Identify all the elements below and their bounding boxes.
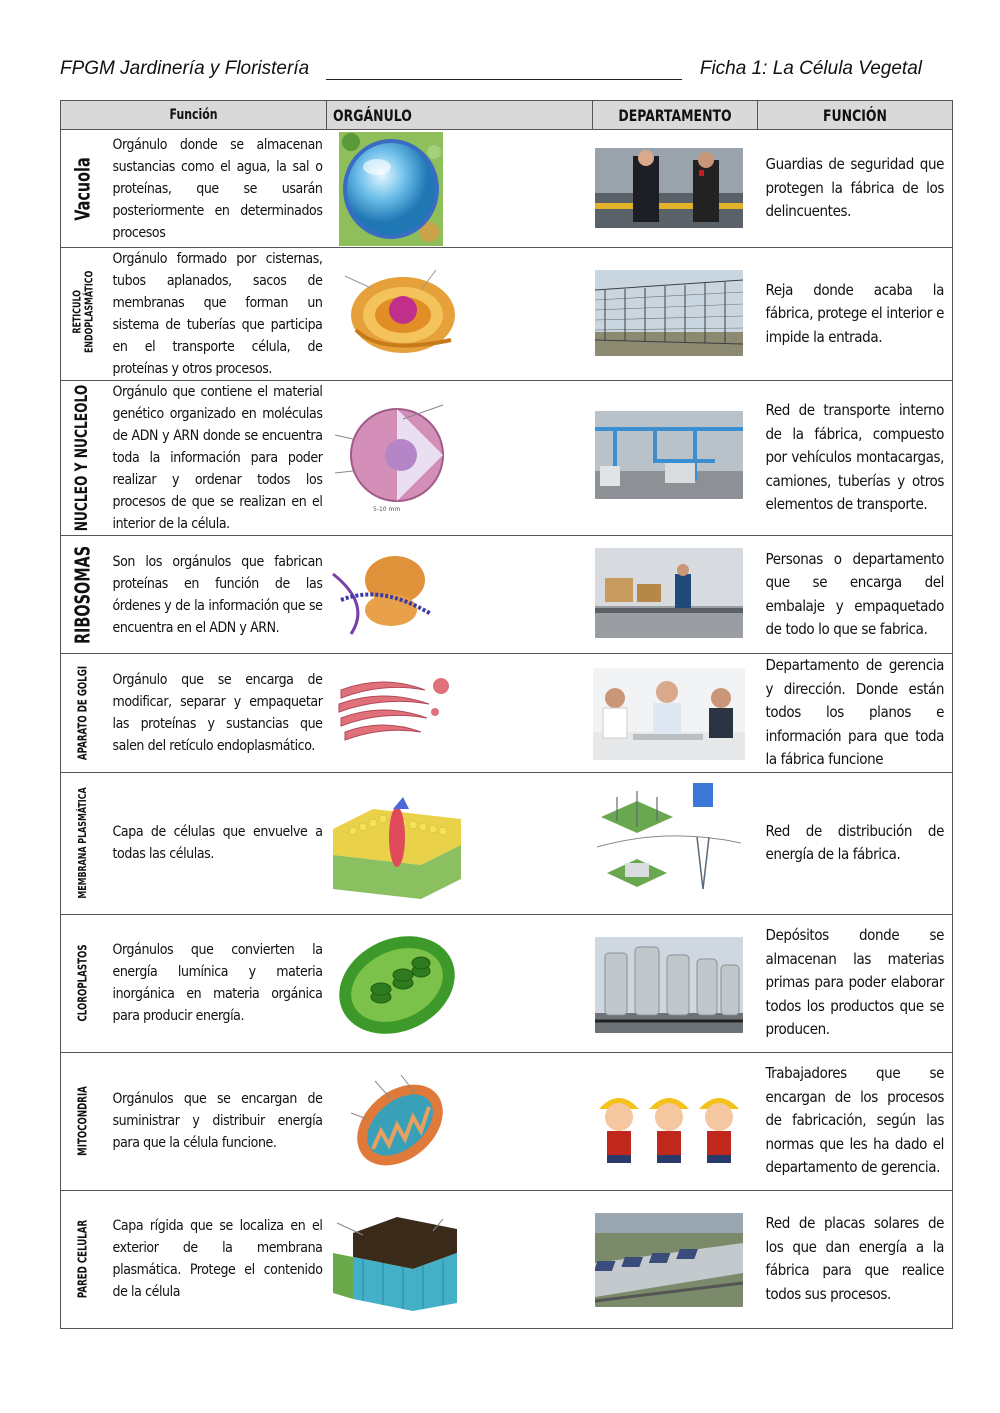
plasma-membrane-illustration xyxy=(333,789,461,899)
nucleus-illustration xyxy=(333,399,461,515)
chloroplast-illustration xyxy=(333,931,461,1039)
page-header xyxy=(60,58,952,88)
mitochondria-illustration xyxy=(345,1069,455,1175)
factory-transport-photo xyxy=(595,411,743,499)
worksheet-title: Ficha 1: La Célula Vegetal xyxy=(699,58,922,79)
organelle-description: Orgánulos que convierten la energía lumínica y materia inorgánica en materia orgánica para producir energía. xyxy=(105,914,327,1052)
organelle-description: Orgánulo formado por cisternas, tubos aplanados, sacos de membranas que forman un sistema de tuberías que participa en el transporte célula, de proteínas y otros procesos. xyxy=(105,248,327,381)
svg-text:5-10 mm: 5-10 mm xyxy=(372,506,400,513)
storage-tanks-photo xyxy=(595,937,743,1033)
organelle-image xyxy=(327,654,593,773)
department-image xyxy=(593,1190,758,1328)
golgi-illustration xyxy=(333,670,457,752)
department-description: Depósitos donde se almacenan las materias primas para poder elaborar todos los productos que se producen. xyxy=(758,914,953,1052)
table-row xyxy=(61,1190,953,1328)
department-image xyxy=(593,1052,758,1190)
department-image xyxy=(593,772,758,914)
department-description: Guardias de seguridad que protegen la fábrica de los delincuentes. xyxy=(758,130,953,248)
department-image xyxy=(593,536,758,654)
department-description: Red de distribución de energía de la fábrica. xyxy=(758,772,953,914)
workers-cartoon xyxy=(593,1083,745,1167)
organelle-image xyxy=(327,381,593,536)
table-row xyxy=(61,248,953,381)
organelle-image xyxy=(327,1190,593,1328)
packaging-photo xyxy=(595,548,743,638)
organelle-name: RETICULO ENDOPLASMÁTICO xyxy=(61,248,105,381)
department-image xyxy=(593,914,758,1052)
table-row xyxy=(61,381,953,536)
department-image xyxy=(593,130,758,248)
cell-wall-illustration xyxy=(333,1213,457,1311)
organelle-description: Orgánulo que se encarga de modificar, separar y empaquetar las proteínas y sustancias que salen del retículo endoplasmático. xyxy=(105,654,327,773)
col-header-funcion: Función xyxy=(61,101,327,130)
department-description: Departamento de gerencia y dirección. Donde están todos los planos e información para que toda la fábrica funcione xyxy=(758,654,953,773)
solar-panels-aerial-photo xyxy=(595,1213,743,1307)
department-image xyxy=(593,381,758,536)
course-title: FPGM Jardinería y Floristería xyxy=(60,58,310,79)
department-description: Trabajadores que se encargan de los procesos de fabricación, según las normas que les ha dado el departamento de gerencia. xyxy=(758,1052,953,1190)
organelle-name: CLOROPLASTOS xyxy=(61,914,105,1052)
organelle-image xyxy=(327,248,593,381)
organelle-image xyxy=(327,772,593,914)
fence-photo xyxy=(595,270,743,356)
organelle-name: MEMBRANA PLASMÁTICA xyxy=(61,772,105,914)
management-meeting-photo xyxy=(593,668,745,760)
organelle-name: Vacuola xyxy=(61,130,105,248)
table-row xyxy=(61,130,953,248)
vacuole-illustration xyxy=(339,132,443,246)
table-row xyxy=(61,1052,953,1190)
power-grid-illustration xyxy=(597,777,741,909)
col-header-organulo: ORGÁNULO xyxy=(327,101,593,130)
department-description: Red de placas solares de los que dan energía a la fábrica para que realice todos sus procesos. xyxy=(758,1190,953,1328)
table-header-row xyxy=(61,101,953,130)
security-guards-photo xyxy=(595,148,743,228)
department-image xyxy=(593,654,758,773)
ribosome-illustration xyxy=(331,544,443,644)
col-header-departamento: DEPARTAMENTO xyxy=(593,101,758,130)
organelle-name: APARATO DE GOLGI xyxy=(61,654,105,773)
department-image xyxy=(593,248,758,381)
organelle-description: Capa de células que envuelve a todas las células. xyxy=(105,772,327,914)
table-row xyxy=(61,914,953,1052)
organelle-name: NUCLEO Y NUCLEOLO xyxy=(61,381,105,536)
organelle-name: MITOCONDRIA xyxy=(61,1052,105,1190)
table-row xyxy=(61,536,953,654)
table-row xyxy=(61,772,953,914)
col-header-funcion-fabrica: FUNCIÓN xyxy=(758,101,953,130)
organelle-description: Orgánulo donde se almacenan sustancias como el agua, la sal o proteínas, que se usarán posteriormente en determinados procesos xyxy=(105,130,327,248)
organelle-table xyxy=(60,100,953,1329)
organelle-description: Capa rígida que se localiza en el exterior de la membrana plasmática. Protege el contenido de la célula xyxy=(105,1190,327,1328)
organelle-name: RIBOSOMAS xyxy=(61,536,105,654)
organelle-image xyxy=(327,1052,593,1190)
organelle-description: Orgánulo que contiene el material genético organizado en moléculas de ADN y ARN donde se encuentra toda la información para poder realizar y ordenar todos los procesos de que se realizan en el interior de la célula. xyxy=(105,381,327,536)
organelle-description: Orgánulos que se encargan de suministrar y distribuir energía para que la célula funcione. xyxy=(105,1052,327,1190)
header-underline xyxy=(326,79,682,80)
organelle-description: Son los orgánulos que fabrican proteínas en función de las órdenes y de la información que se encuentra en el ADN y ARN. xyxy=(105,536,327,654)
department-description: Red de transporte interno de la fábrica, compuesto por vehículos montacargas, camiones, tuberías y otros elementos de transporte. xyxy=(758,381,953,536)
endoplasmic-reticulum-illustration xyxy=(341,260,461,366)
organelle-name: PARED CELULAR xyxy=(61,1190,105,1328)
organelle-image xyxy=(327,914,593,1052)
organelle-image xyxy=(327,130,593,248)
department-description: Personas o departamento que se encarga del embalaje y empaquetado de todo lo que se fabrica. xyxy=(758,536,953,654)
table-row xyxy=(61,654,953,773)
organelle-image xyxy=(327,536,593,654)
department-description: Reja donde acaba la fábrica, protege el interior e impide la entrada. xyxy=(758,248,953,381)
